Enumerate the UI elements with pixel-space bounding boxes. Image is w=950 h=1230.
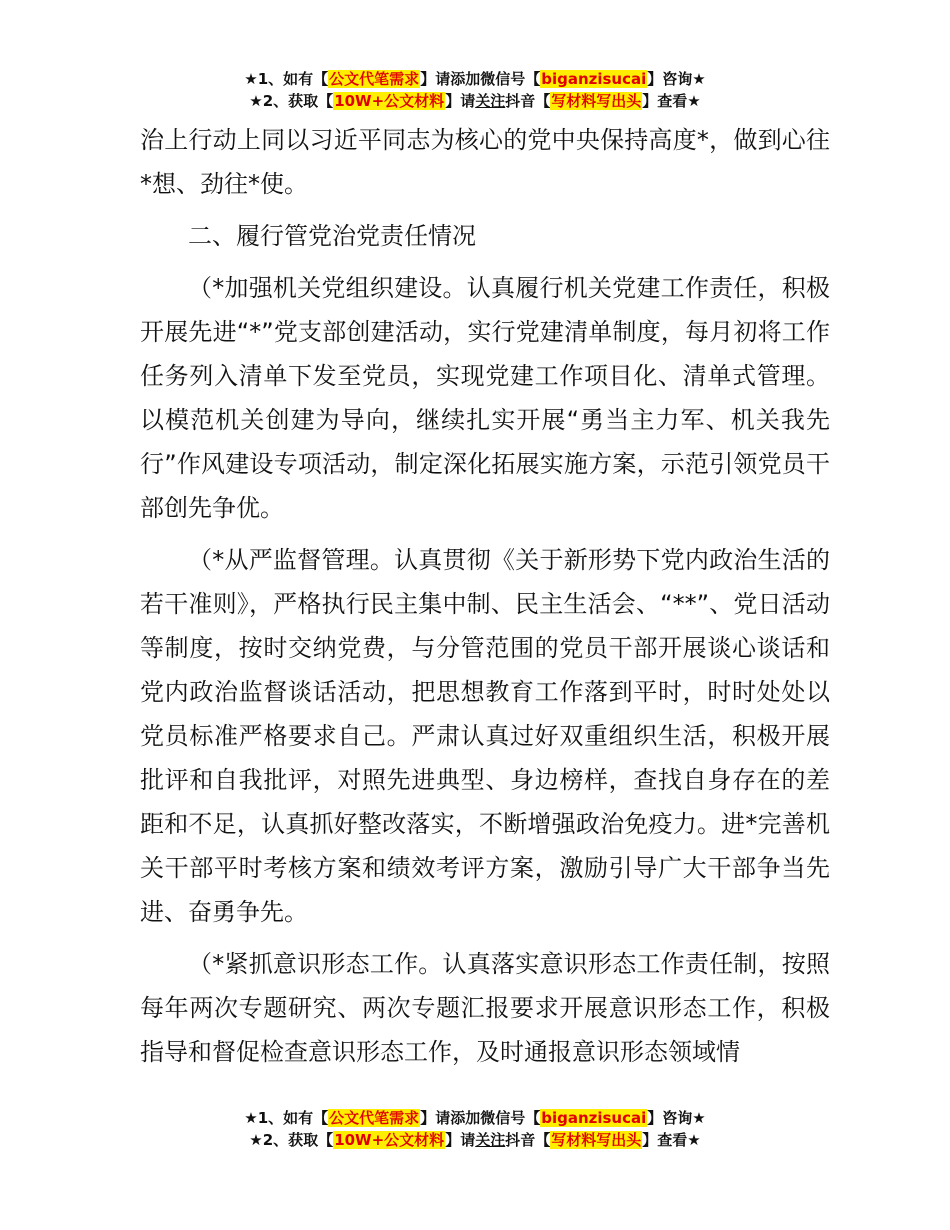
highlight-service: 公文代笔需求 xyxy=(329,70,420,88)
highlight-wechat-id: biganzisucai xyxy=(541,70,647,88)
banner-line-1 xyxy=(0,1107,950,1129)
banner-text: 抖音【 xyxy=(505,1131,551,1149)
section-heading: 二、履行管党治党责任情况 xyxy=(188,222,476,250)
banner-text: ★1、如有【 xyxy=(244,1109,329,1127)
paragraph-party-building: （*加强机关党组织建设。认真履行机关党建工作责任，积极开展先进“*”党支部创建活动，实行党建清单制度，每月初将工作任务列入清单下发至党员，实现党建工作项目化、清单式管理。以模范机关创建为导向，继续扎实开展“勇当主力军、机关我先行”作风建设专项活动，制定深化拓展实施方案，示范引领党员干部创先争优。 xyxy=(140,274,830,522)
banner-text: 】咨询★ xyxy=(647,70,706,88)
banner-text: 】请 xyxy=(445,92,476,110)
highlight-douyin-account: 写材料写出头 xyxy=(551,1131,642,1149)
banner-underlined-text: 关注 xyxy=(475,92,506,110)
banner-text: 】请添加微信号【 xyxy=(420,1109,541,1127)
highlight-materials: 10W+公文材料 xyxy=(334,1131,445,1149)
paragraph-ideology: （*紧抓意识形态工作。认真落实意识形态工作责任制，按照每年两次专题研究、两次专题汇报要求开展意识形态工作，积极指导和督促检查意识形态工作，及时通报意识形态领域情 xyxy=(140,950,830,1066)
banner-line-2 xyxy=(0,1129,950,1151)
banner-text: ★2、获取【 xyxy=(249,1131,334,1149)
banner-text: 抖音【 xyxy=(505,92,551,110)
banner-text: 】请 xyxy=(445,1131,476,1149)
document-body xyxy=(140,118,830,1074)
banner-line-2 xyxy=(0,90,950,112)
banner-text: 】请添加微信号【 xyxy=(420,70,541,88)
highlight-douyin-account: 写材料写出头 xyxy=(551,92,642,110)
highlight-service: 公文代笔需求 xyxy=(329,1109,420,1127)
banner-text: 】咨询★ xyxy=(647,1109,706,1127)
header-banner xyxy=(0,68,950,112)
paragraph-continuation: 治上行动上同以习近平同志为核心的党中央保持高度*，做到心往*想、劲往*使。 xyxy=(140,126,830,198)
banner-underlined-text: 关注 xyxy=(475,1131,506,1149)
banner-line-1 xyxy=(0,68,950,90)
footer-banner xyxy=(0,1107,950,1151)
paragraph-supervision: （*从严监督管理。认真贯彻《关于新形势下党内政治生活的若干准则》，严格执行民主集中制、民主生活会、“**”、党日活动等制度，按时交纳党费，与分管范围的党员干部开展谈心谈话和党内政治监督谈话活动，把思想教育工作落到平时，时时处处以党员标准严格要求自己。严肃认真过好双重组织生活，积极开展批评和自我批评，对照先进典型、身边榜样，查找自身存在的差距和不足，认真抓好整改落实，不断增强政治免疫力。进*完善机关干部平时考核方案和绩效考评方案，激励引导广大干部争当先进、奋勇争先。 xyxy=(140,546,830,926)
banner-text: 】查看★ xyxy=(642,92,701,110)
banner-text: ★2、获取【 xyxy=(249,92,334,110)
highlight-materials: 10W+公文材料 xyxy=(334,92,445,110)
banner-text: ★1、如有【 xyxy=(244,70,329,88)
highlight-wechat-id: biganzisucai xyxy=(541,1109,647,1127)
banner-text: 】查看★ xyxy=(642,1131,701,1149)
